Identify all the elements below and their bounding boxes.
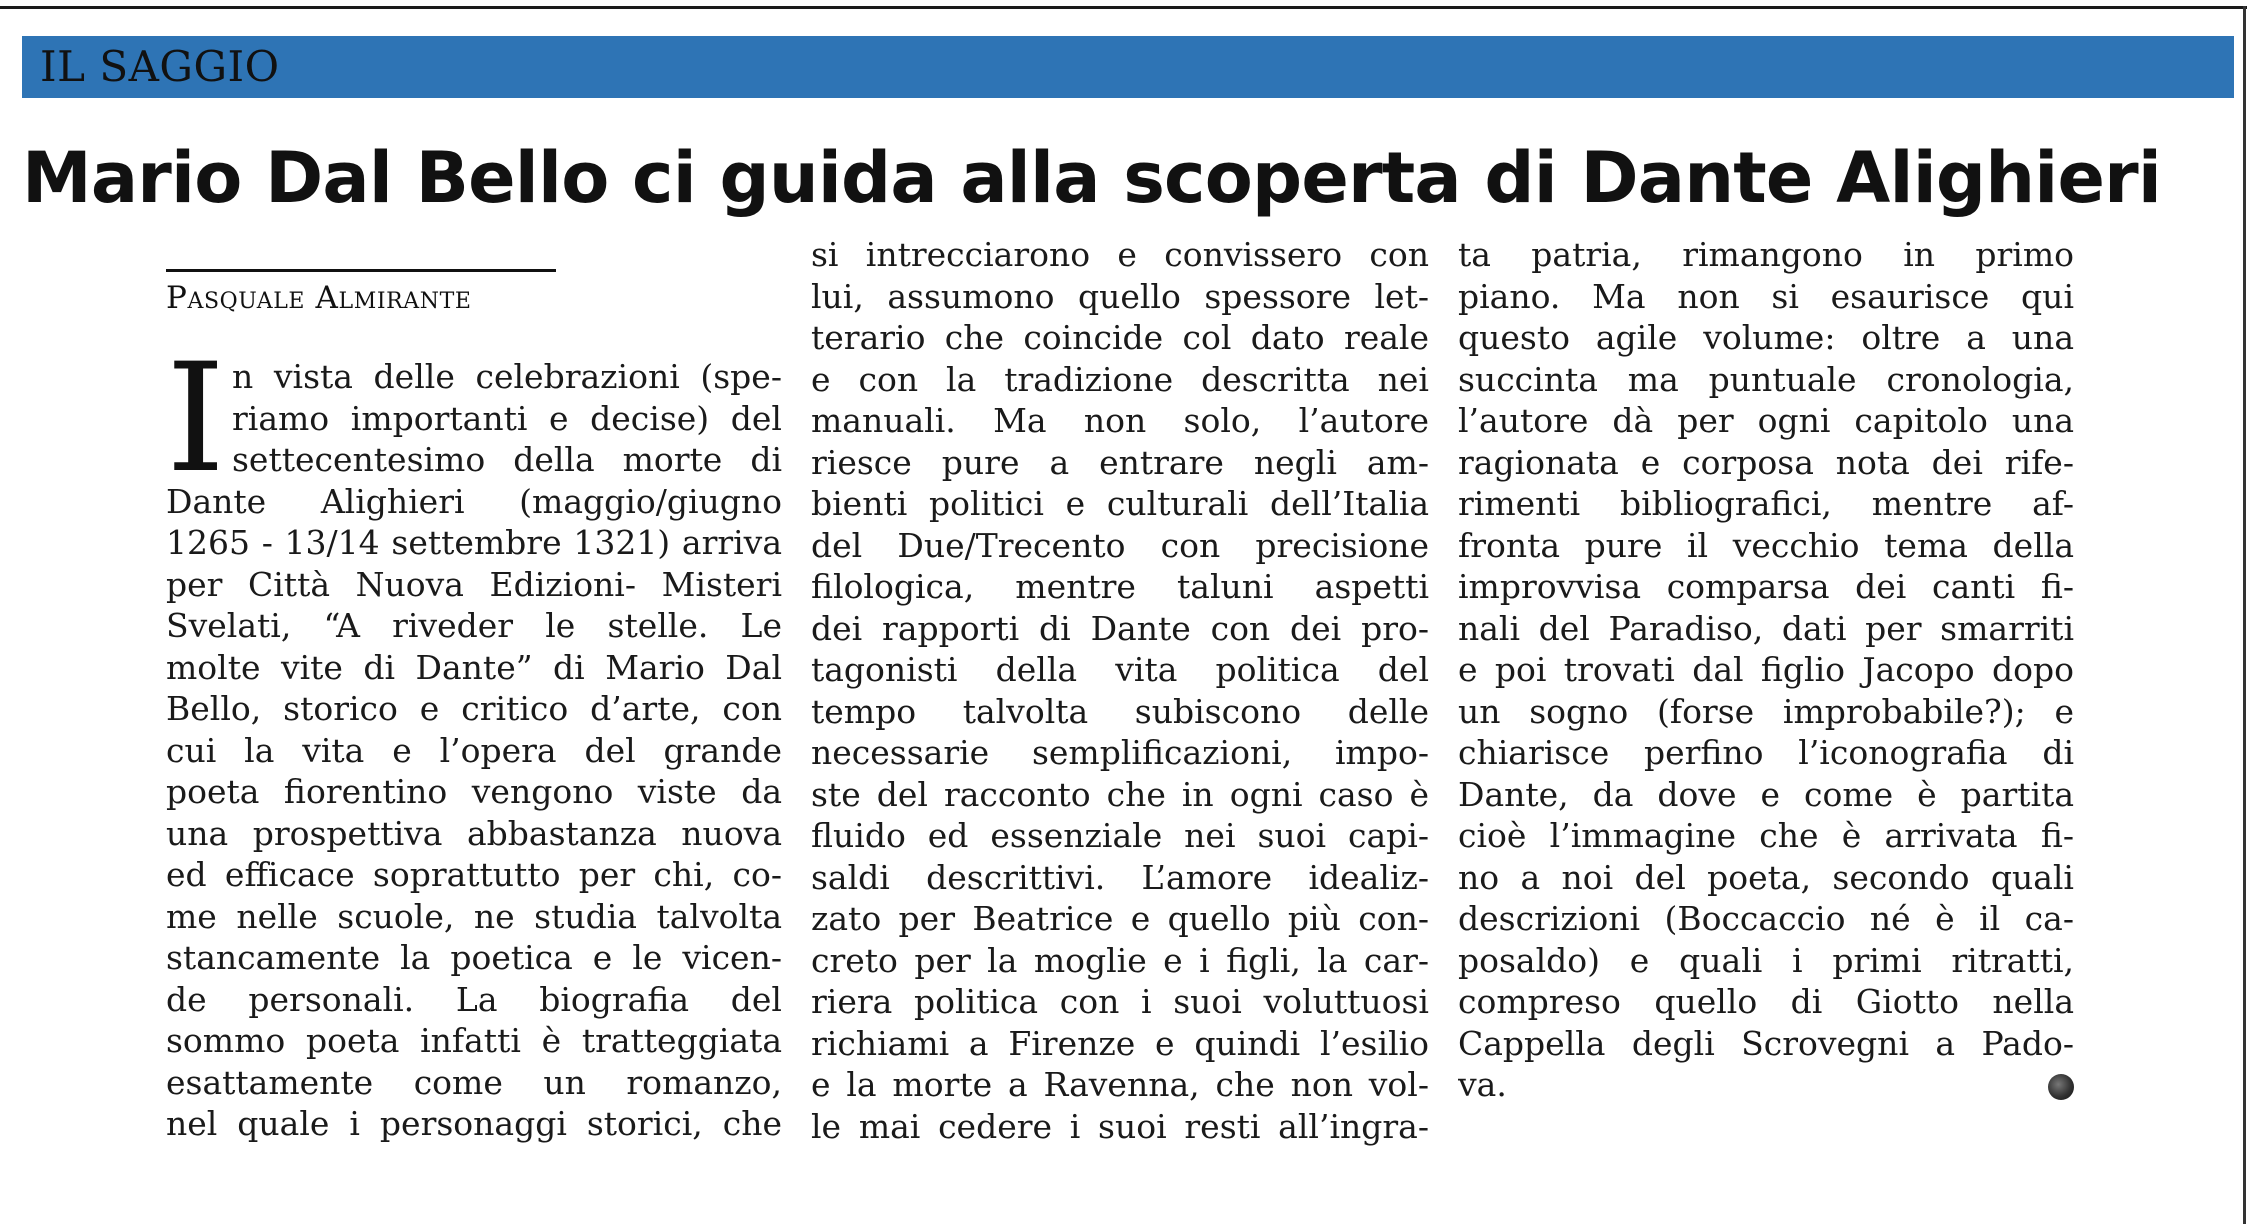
section-label: IL SAGGIO bbox=[40, 42, 280, 91]
column-line: no a noi del poeta, secondo quali bbox=[1458, 857, 2074, 897]
column-line: riamo importanti e decise) del bbox=[232, 398, 782, 438]
column-line: succinta ma puntuale cronologia, bbox=[1458, 359, 2074, 399]
column-line: le mai cedere i suoi resti all’ingra- bbox=[811, 1106, 1429, 1146]
column-line: sommo poeta infatti è tratteggiata bbox=[166, 1021, 782, 1060]
author-byline: Pasquale Almirante bbox=[166, 280, 472, 316]
column-line: tagonisti della vita politica del bbox=[811, 650, 1429, 689]
drop-cap: I bbox=[166, 332, 226, 506]
end-of-article-mark bbox=[2048, 1074, 2074, 1100]
column-line: Cappella degli Scrovegni a Pado- bbox=[1458, 1023, 2074, 1063]
column-line: riesce pure a entrare negli am- bbox=[811, 442, 1429, 482]
column-line: del Due/Trecento con precisione bbox=[811, 525, 1429, 565]
column-line: chiarisce perfino l’iconografia di bbox=[1458, 733, 2074, 772]
article-column-1 bbox=[166, 332, 782, 1145]
column-line: fluido ed essenziale nei suoi capi- bbox=[811, 816, 1429, 855]
column-line: e poi trovati dal figlio Jacopo dopo bbox=[1458, 650, 2074, 689]
column-line: fronta pure il vecchio tema della bbox=[1458, 525, 2074, 565]
article-column-3 bbox=[1458, 234, 2074, 1106]
column-line: piano. Ma non si esaurisce qui bbox=[1458, 276, 2074, 316]
column-line: improvvisa comparsa dei canti fi- bbox=[1458, 567, 2074, 606]
column-line: me nelle scuole, ne studia talvolta bbox=[166, 896, 782, 936]
column-line: per Città Nuova Edizioni- Misteri bbox=[166, 564, 782, 604]
section-header-band bbox=[22, 36, 2234, 98]
byline-rule bbox=[166, 269, 556, 272]
column-line: bienti politici e culturali dell’Italia bbox=[811, 484, 1429, 523]
article-column-2 bbox=[811, 234, 1429, 1147]
column-line: dei rapporti di Dante con dei pro- bbox=[811, 608, 1429, 648]
right-border-rule bbox=[2243, 6, 2246, 1224]
column-line: zato per Beatrice e quello più con- bbox=[811, 899, 1429, 938]
column-line: e la morte a Ravenna, che non vol- bbox=[811, 1065, 1429, 1104]
column-line: va. bbox=[1458, 1065, 1507, 1104]
column-line: posaldo) e quali i primi ritratti, bbox=[1458, 940, 2074, 980]
column-line: descrizioni (Boccaccio né è il ca- bbox=[1458, 899, 2074, 938]
column-line: ta patria, rimangono in primo bbox=[1458, 235, 2074, 274]
column-line: l’autore dà per ogni capitolo una bbox=[1458, 401, 2074, 440]
column-line: rimenti bibliografici, mentre af- bbox=[1458, 484, 2074, 523]
column-line: Svelati, “A riveder le stelle. Le bbox=[166, 606, 782, 645]
column-line: lui, assumono quello spessore let- bbox=[811, 276, 1429, 316]
column-line: Bello, storico e critico d’arte, con bbox=[166, 689, 782, 728]
column-line: 1265 - 13/14 settembre 1321) arriva bbox=[166, 523, 782, 562]
column-line: settecentesimo della morte di bbox=[232, 440, 782, 479]
column-line: cui la vita e l’opera del grande bbox=[166, 730, 782, 770]
column-line: manuali. Ma non solo, l’autore bbox=[811, 401, 1429, 440]
column-line: riera politica con i suoi voluttuosi bbox=[811, 982, 1429, 1021]
column-line: cioè l’immagine che è arrivata fi- bbox=[1458, 816, 2074, 855]
column-line: ste del racconto che in ogni caso è bbox=[811, 774, 1429, 814]
article-headline: Mario Dal Bello ci guida alla scoperta di Dante Alighieri bbox=[22, 137, 2162, 219]
column-line: Dante, da dove e come è partita bbox=[1458, 774, 2074, 814]
column-line: un sogno (forse improbabile?); e bbox=[1458, 691, 2074, 731]
column-line: saldi descrittivi. L’amore idealiz- bbox=[811, 857, 1429, 897]
column-line: esattamente come un romanzo, bbox=[166, 1062, 782, 1102]
column-line: e con la tradizione descritta nei bbox=[811, 359, 1429, 399]
column-line: terario che coincide col dato reale bbox=[811, 318, 1429, 357]
column-line: creto per la moglie e i figli, la car- bbox=[811, 940, 1429, 980]
column-line: Dante Alighieri (maggio/giugno bbox=[166, 481, 782, 521]
column-line: de personali. La biografia del bbox=[166, 979, 782, 1019]
column-line: n vista delle celebrazioni (spe- bbox=[232, 357, 782, 396]
column-line: filologica, mentre taluni aspetti bbox=[811, 567, 1429, 606]
column-line: necessarie semplificazioni, impo- bbox=[811, 733, 1429, 772]
column-line: si intrecciarono e convissero con bbox=[811, 235, 1429, 274]
column-line: ragionata e corposa nota dei rife- bbox=[1458, 442, 2074, 482]
top-border-rule bbox=[0, 6, 2247, 9]
column-line: ed efficace soprattutto per chi, co- bbox=[166, 855, 782, 894]
column-line: una prospettiva abbastanza nuova bbox=[166, 813, 782, 853]
column-line: poeta fiorentino vengono viste da bbox=[166, 772, 782, 811]
column-line: stancamente la poetica e le vicen- bbox=[166, 938, 782, 977]
column-line: tempo talvolta subiscono delle bbox=[811, 691, 1429, 731]
column-line: nel quale i personaggi storici, che bbox=[166, 1104, 782, 1143]
column-line: questo agile volume: oltre a una bbox=[1458, 318, 2074, 357]
column-line: molte vite di Dante” di Mario Dal bbox=[166, 647, 782, 687]
column-line: richiami a Firenze e quindi l’esilio bbox=[811, 1023, 1429, 1063]
column-line: compreso quello di Giotto nella bbox=[1458, 982, 2074, 1021]
column-line: nali del Paradiso, dati per smarriti bbox=[1458, 608, 2074, 648]
